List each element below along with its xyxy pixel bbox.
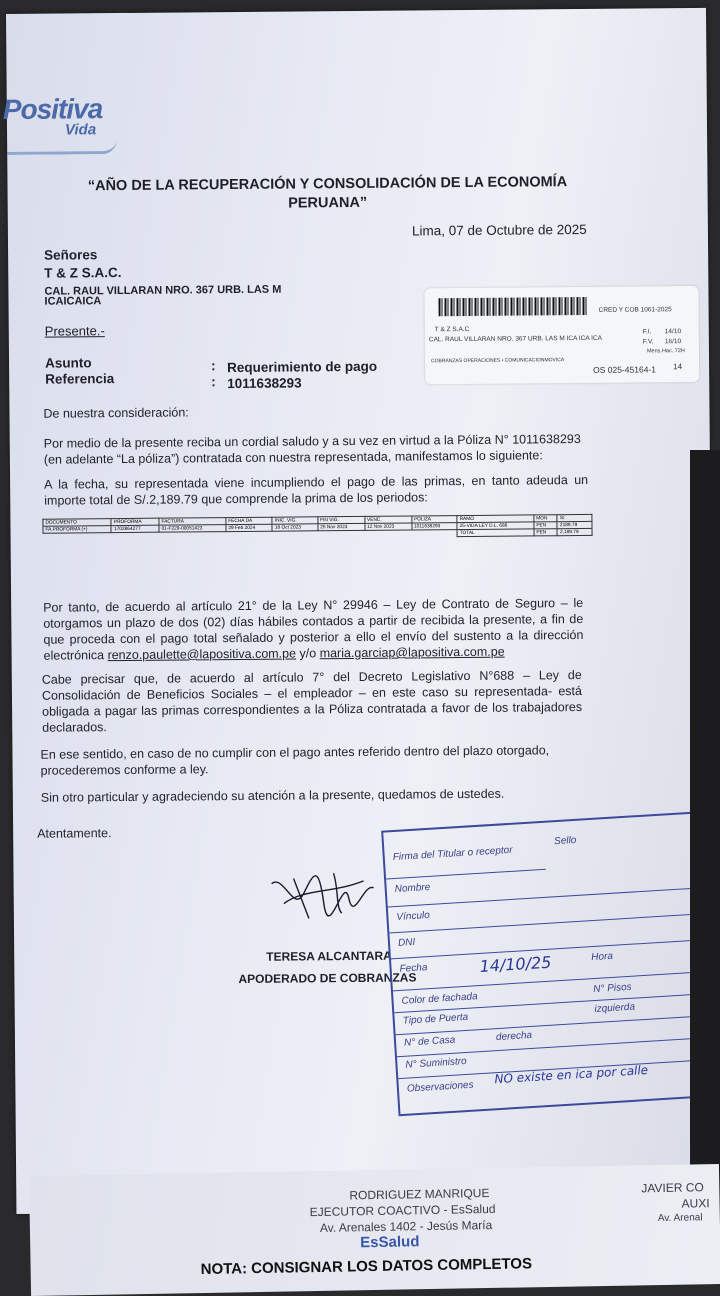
brand-logo-sub: Vida xyxy=(64,121,97,139)
asunto-value: Requerimiento de pago xyxy=(227,358,378,376)
barcode-icon xyxy=(438,297,586,316)
form-fecha-label: Fecha xyxy=(399,962,428,975)
stamp-fi-label: F.I. xyxy=(642,328,652,336)
paragraph-5: En ese sentido, en caso de no cumplir con el pago antes referido dentro del plazo otorgado, procederemos conforme a ley. xyxy=(40,743,550,778)
stamp-fv-value: 16/10 xyxy=(664,338,682,346)
stamp-address: CAL. RAUL VILLARAN NRO. 367 URB. LAS M ICA ICA ICA xyxy=(428,334,603,344)
table-cell: 1011638293 xyxy=(411,523,457,530)
paragraph-1: Por medio de la presente reciba un cordial saludo y a su vez en virtud a la Póliza N° 1011638293 (en adelante “La póliza”) contratada con nuestra representada, manifestamos lo siguiente: xyxy=(43,432,581,467)
table-header-cell: FIN VIG. xyxy=(318,516,365,523)
asunto-label: Asunto xyxy=(44,355,92,371)
total-currency: PEN xyxy=(534,529,558,536)
form-puerta-label: Tipo de Puerta xyxy=(402,1011,469,1027)
recipient-city: ICAICAICA xyxy=(44,295,102,308)
form-dni-label: DNI xyxy=(397,936,416,949)
table-cell: 29 Feb 2024 xyxy=(226,524,273,531)
form-observaciones-label: Observaciones xyxy=(406,1079,474,1095)
salutation: Señores xyxy=(44,247,98,263)
form-nombre-label: Nombre xyxy=(394,881,431,896)
closing: Atentamente. xyxy=(37,826,112,841)
form-vinculo-label: Vínculo xyxy=(396,909,431,923)
stamp-code: CRED Y COB 1061-2025 xyxy=(598,306,672,314)
form-izquierda-label: izquierda xyxy=(594,1001,636,1016)
footer-line1: RODRIGUEZ MANRIQUE xyxy=(349,1185,490,1203)
table-cell: 1702864277 xyxy=(111,525,159,532)
recipient-street: CAL. RAUL VILLARAN NRO. 367 URB. LAS M xyxy=(44,283,282,298)
presente-label: Presente.- xyxy=(44,323,105,339)
referencia-colon: : xyxy=(211,374,216,390)
debt-table xyxy=(42,514,592,541)
table-header-cell: DOCUMENTO xyxy=(43,519,111,527)
footer-nota: NOTA: CONSIGNAR LOS DATOS COMPLETOS xyxy=(200,1255,533,1279)
form-observaciones-handwritten: NO existe en ica por calle xyxy=(494,1062,649,1087)
total-value: 2,189.79 xyxy=(557,528,592,535)
table-cell: 01-F229-00051423 xyxy=(159,525,226,533)
form-firma-label: Firma del Titular o receptor xyxy=(392,844,513,864)
email-join: y/o xyxy=(295,646,320,661)
form-suministro-label: N° Suministro xyxy=(405,1055,467,1071)
asunto-colon: : xyxy=(211,358,216,374)
signer-name: TERESA ALCANTARA xyxy=(266,948,392,964)
table-cell: PEN xyxy=(534,522,558,529)
paragraph-6: Sin otro particular y agradeciendo su atención a la presente, quedamos de ustedes. xyxy=(40,786,505,805)
total-label: TOTAL xyxy=(457,529,534,537)
table-cell: 25-VIDA LEY D.L. 688 xyxy=(457,522,534,530)
email-link-2[interactable]: maria.garciap@lapositiva.com.pe xyxy=(319,644,505,661)
paragraph-3 xyxy=(43,595,584,664)
stamp-fv-label: F.V. xyxy=(642,338,654,346)
stamp-footer-left: COBRANZAS OPERACIONES • COMUNICACIONMOVICA xyxy=(431,357,565,365)
form-hora-label: Hora xyxy=(590,950,614,964)
footer-line2: EJECUTOR COACTIVO - EsSalud xyxy=(309,1201,496,1220)
paragraph-3-text: Por tanto, de acuerdo al artículo 21° de la Ley N° 29946 – Ley de Contrato de Seguro – le otorgamos un plazo de dos (02) días hábiles contados a partir de recibida la presente, a fin de que proceda con el pago total señalado y posterior a ello el envío del sustento a la dirección electrónica xyxy=(43,595,584,663)
table-header-cell: POLIZA xyxy=(411,516,457,523)
footer-right1: JAVIER CO xyxy=(641,1180,704,1196)
paragraph-4: Cabe precisar que, de acuerdo al artículo 7° del Decreto Legislativo N°688 – Ley de Consolidación de Beneficios Sociales – el empleador – en este caso su representada- está obligada a pagar las primas correspondientes a la Póliza contratada a favor de los trabajadores declarados. xyxy=(41,668,583,735)
footer-right2: AUXI xyxy=(681,1196,710,1211)
stamp-case-no: OS 025-45164-1 xyxy=(593,364,657,375)
table-header-cell: MON xyxy=(534,515,558,522)
table-header-cell: FACTURA xyxy=(159,518,226,526)
email-link-1[interactable]: renzo.paulette@lapositiva.com.pe xyxy=(107,646,297,663)
referencia-label: Referencia xyxy=(45,371,115,387)
table-header-cell: RAMO xyxy=(457,515,534,523)
stamp-fi-value: 14/10 xyxy=(664,328,682,336)
table-cell: 25 Nov 2023 xyxy=(318,523,365,530)
receipt-form xyxy=(381,812,712,1117)
greeting: De nuestra consideración: xyxy=(43,405,189,421)
stamp-company: T & Z S.A.C xyxy=(434,325,470,334)
form-pisos-label: N° Pisos xyxy=(592,981,632,996)
reception-stamp xyxy=(424,286,699,384)
footer-right3: Av. Arenal xyxy=(657,1212,703,1225)
essalud-logo: EsSalud xyxy=(360,1233,420,1252)
footer-line3: Av. Arenales 1402 - Jesús María xyxy=(319,1217,493,1235)
date-line: Lima, 07 de Octubre de 2025 xyxy=(411,221,587,239)
stamp-mens: Mens.Hac. 72H xyxy=(646,348,685,355)
year-title: “AÑO DE LA RECUPERACIÓN Y CONSOLIDACIÓN DE LA ECONOMÍA PERUANA” xyxy=(87,174,568,212)
background-edge xyxy=(690,450,720,1250)
signature-icon xyxy=(263,843,384,934)
recipient-company: T & Z S.A.C. xyxy=(44,265,122,281)
table-header-cell: S/. xyxy=(557,514,592,521)
stamp-case-suffix: 14 xyxy=(673,362,683,372)
form-sello-label: Sello xyxy=(553,834,577,848)
paragraph-2: A la fecha, su representada viene incumpliendo el pago de las primas, en tanto adeuda un importe total de S/.2,189.79 que comprende la prima de los periodos: xyxy=(44,472,589,508)
table-cell: 18 Oct 2023 xyxy=(272,524,317,531)
signer-title: APODERADO DE COBRANZAS xyxy=(238,970,417,987)
letter-sheet xyxy=(2,8,716,1214)
form-fecha-handwritten: 14/10/25 xyxy=(479,952,552,976)
table-header-cell: FECHA DA xyxy=(226,517,273,524)
referencia-value: 1011638293 xyxy=(227,375,302,392)
table-cell: 12 Nov 2023 xyxy=(365,523,412,530)
table-cell: 2189.79 xyxy=(557,521,592,528)
form-derecha-label: derecha xyxy=(495,1029,533,1044)
table-header-cell: VENC. xyxy=(365,516,412,523)
table-cell: FA.PROFORMA (+) xyxy=(43,526,111,534)
form-color-label: Color de fachada xyxy=(401,991,478,1007)
table-header-cell: INIC. VIG. xyxy=(272,517,317,524)
table-header-cell: PROFORMA xyxy=(111,518,159,525)
brand-swoosh-icon xyxy=(7,139,117,155)
brand-logo: Positiva xyxy=(2,93,103,126)
form-casa-label: N° de Casa xyxy=(403,1034,456,1049)
underlying-sheet xyxy=(29,1164,720,1296)
